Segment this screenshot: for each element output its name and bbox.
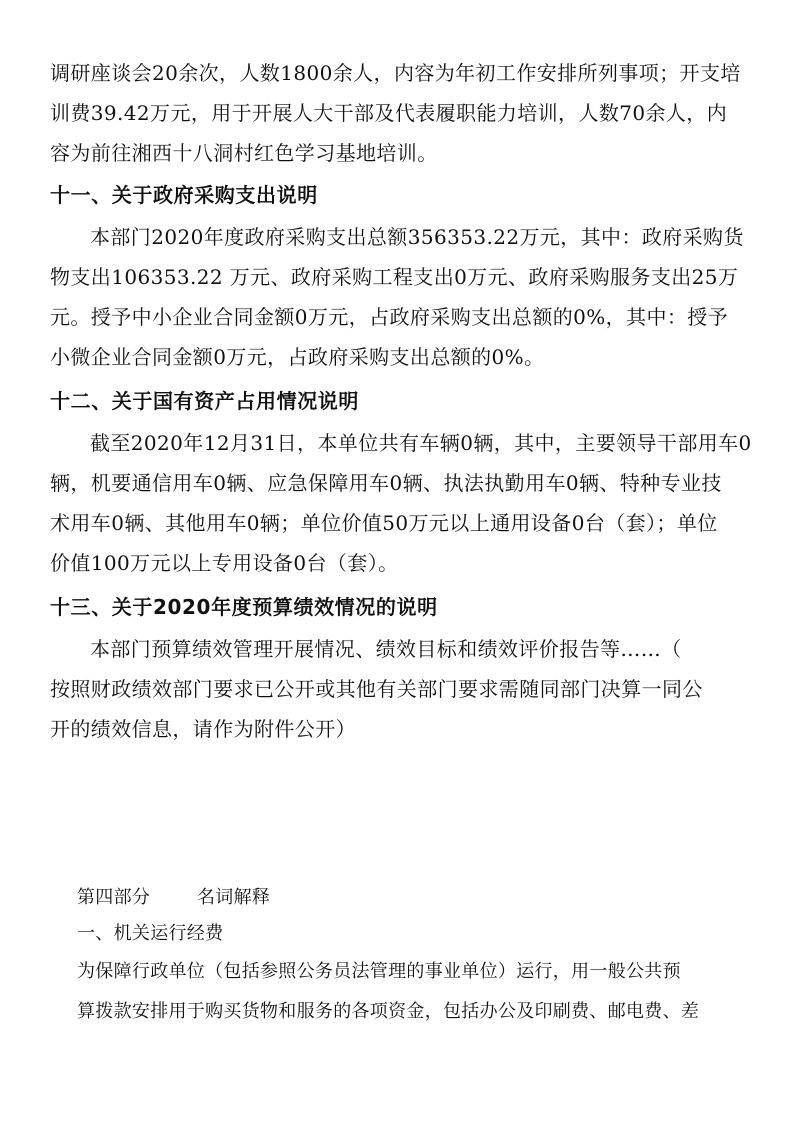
paragraph-line: 训费39.42万元，用于开展人大干部及代表履职能力培训，人数70余人，内 bbox=[50, 101, 728, 125]
paragraph-line: 小微企业合同金额0万元，占政府采购支出总额的0%。 bbox=[50, 345, 545, 369]
paragraph-line: 术用车0辆、其他用车0辆；单位价值50万元以上通用设备0台（套）；单位 bbox=[50, 511, 718, 535]
paragraph-line: 开的绩效信息，请作为附件公开） bbox=[50, 717, 356, 741]
paragraph-line: 调研座谈会20余次，人数1800余人，内容为年初工作安排所列事项；开支培 bbox=[50, 61, 741, 85]
paragraph-line: 算拨款安排用于购买货物和服务的各项资金，包括办公及印刷费、邮电费、差 bbox=[77, 1001, 700, 1022]
paragraph-line: 元。授予中小企业合同金额0万元，占政府采购支出总额的0%，其中：授予 bbox=[50, 305, 729, 329]
paragraph-line: 本部门2020年度政府采购支出总额356353.22万元，其中：政府采购货 bbox=[90, 225, 744, 249]
item-1-title: 一、机关运行经费 bbox=[77, 923, 224, 944]
part-4-title: 名词解释 bbox=[197, 887, 271, 908]
section-11-heading: 十一、关于政府采购支出说明 bbox=[50, 183, 318, 207]
section-12-heading: 十二、关于国有资产占用情况说明 bbox=[50, 389, 359, 413]
part-4-label: 第四部分 bbox=[77, 887, 151, 908]
paragraph-line: 物支出106353.22 万元、政府采购工程支出0万元、政府采购服务支出25万 bbox=[50, 265, 739, 289]
paragraph-line: 辆，机要通信用车0辆、应急保障用车0辆、执法执勤用车0辆、特种专业技 bbox=[50, 471, 722, 495]
paragraph-line: 本部门预算绩效管理开展情况、绩效目标和绩效评价报告等……（ bbox=[90, 637, 682, 661]
paragraph-line: 截至2020年12月31日，本单位共有车辆0辆，其中，主要领导干部用车0 bbox=[90, 431, 752, 455]
section-13-heading: 十三、关于2020年度预算绩效情况的说明 bbox=[50, 595, 438, 619]
paragraph-line: 价值100万元以上专用设备0台（套）。 bbox=[50, 551, 399, 575]
paragraph-line: 容为前往湘西十八洞村红色学习基地培训。 bbox=[50, 141, 438, 165]
paragraph-line: 按照财政绩效部门要求已公开或其他有关部门要求需随同部门决算一同公 bbox=[50, 677, 703, 701]
paragraph-line: 为保障行政单位（包括参照公务员法管理的事业单位）运行，用一般公共预 bbox=[77, 961, 681, 982]
